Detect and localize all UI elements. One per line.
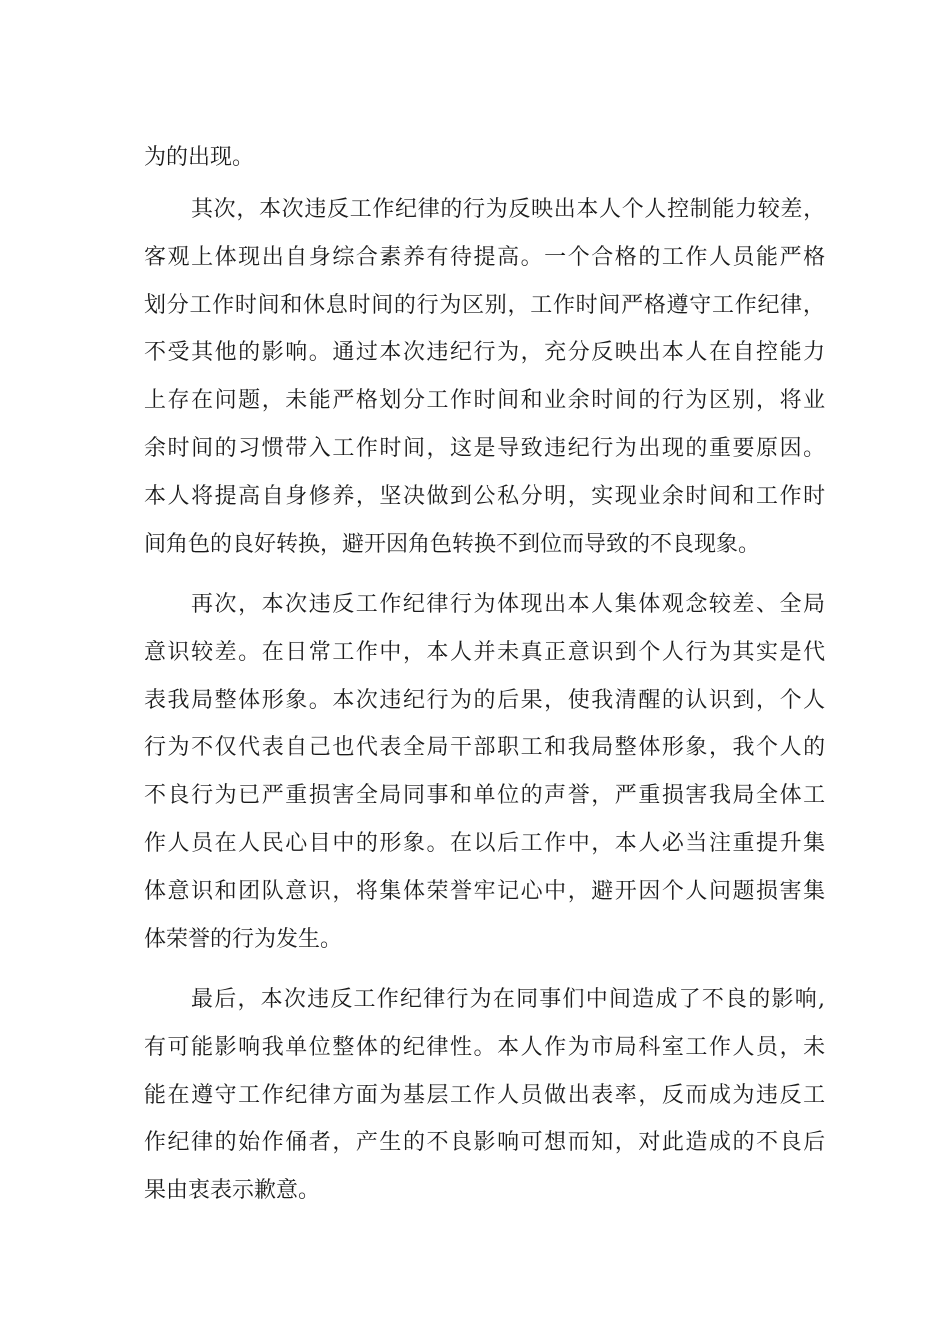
paragraph-line: 意识较差。在日常工作中，本人并未真正意识到个人行为其实是代 — [144, 639, 827, 665]
paragraph-line: 再次，本次违反工作纪律行为体现出本人集体观念较差、全局 — [191, 592, 827, 617]
paragraph-line: 不受其他的影响。通过本次违纪行为，充分反映出本人在自控能力 — [144, 340, 827, 366]
paragraph-line: 其次，本次违反工作纪律的行为反映出本人个人控制能力较差， — [191, 197, 826, 222]
paragraph-line: 间角色的良好转换，避开因角色转换不到位而导致的不良现象。 — [144, 531, 761, 557]
paragraph-line: 体意识和团队意识，将集体荣誉牢记心中，避开因个人问题损害集 — [144, 878, 827, 904]
paragraph-line: 行为不仅代表自己也代表全局干部职工和我局整体形象，我个人的 — [144, 735, 827, 761]
paragraph-line: 不良行为已严重损害全局同事和单位的声誉，严重损害我局全体工 — [144, 783, 827, 809]
paragraph-line: 本人将提高自身修养，坚决做到公私分明，实现业余时间和工作时 — [144, 483, 827, 509]
paragraph-line: 作人员在人民心目中的形象。在以后工作中，本人必当注重提升集 — [144, 831, 827, 856]
paragraph-line: 作纪律的始作俑者，产生的不良影响可想而知，对此造成的不良后 — [144, 1130, 827, 1156]
paragraph-line: 客观上体现出自身综合素养有待提高。一个合格的工作人员能严格 — [144, 244, 827, 270]
paragraph-line: 余时间的习惯带入工作时间，这是导致违纪行为出现的重要原因。 — [144, 436, 827, 461]
paragraph-line: 体荣誉的行为发生。 — [144, 926, 343, 952]
paragraph-line: 上存在问题，未能严格划分工作时间和业余时间的行为区别，将业 — [144, 388, 827, 414]
paragraph-line: 最后，本次违反工作纪律行为在同事们中间造成了不良的影响, — [191, 987, 827, 1012]
paragraph-line: 果由衷表示歉意。 — [144, 1178, 321, 1204]
paragraph-line: 划分工作时间和休息时间的行为区别，工作时间严格遵守工作纪律， — [144, 292, 826, 318]
paragraph-line: 为的出现。 — [144, 145, 255, 170]
paragraph-line: 有可能影响我单位整体的纪律性。本人作为市局科室工作人员，未 — [144, 1034, 827, 1060]
paragraph-line: 能在遵守工作纪律方面为基层工作人员做出表率，反而成为违反工 — [144, 1082, 827, 1108]
paragraph-line: 表我局整体形象。本次违纪行为的后果，使我清醒的认识到，个人 — [144, 687, 827, 713]
